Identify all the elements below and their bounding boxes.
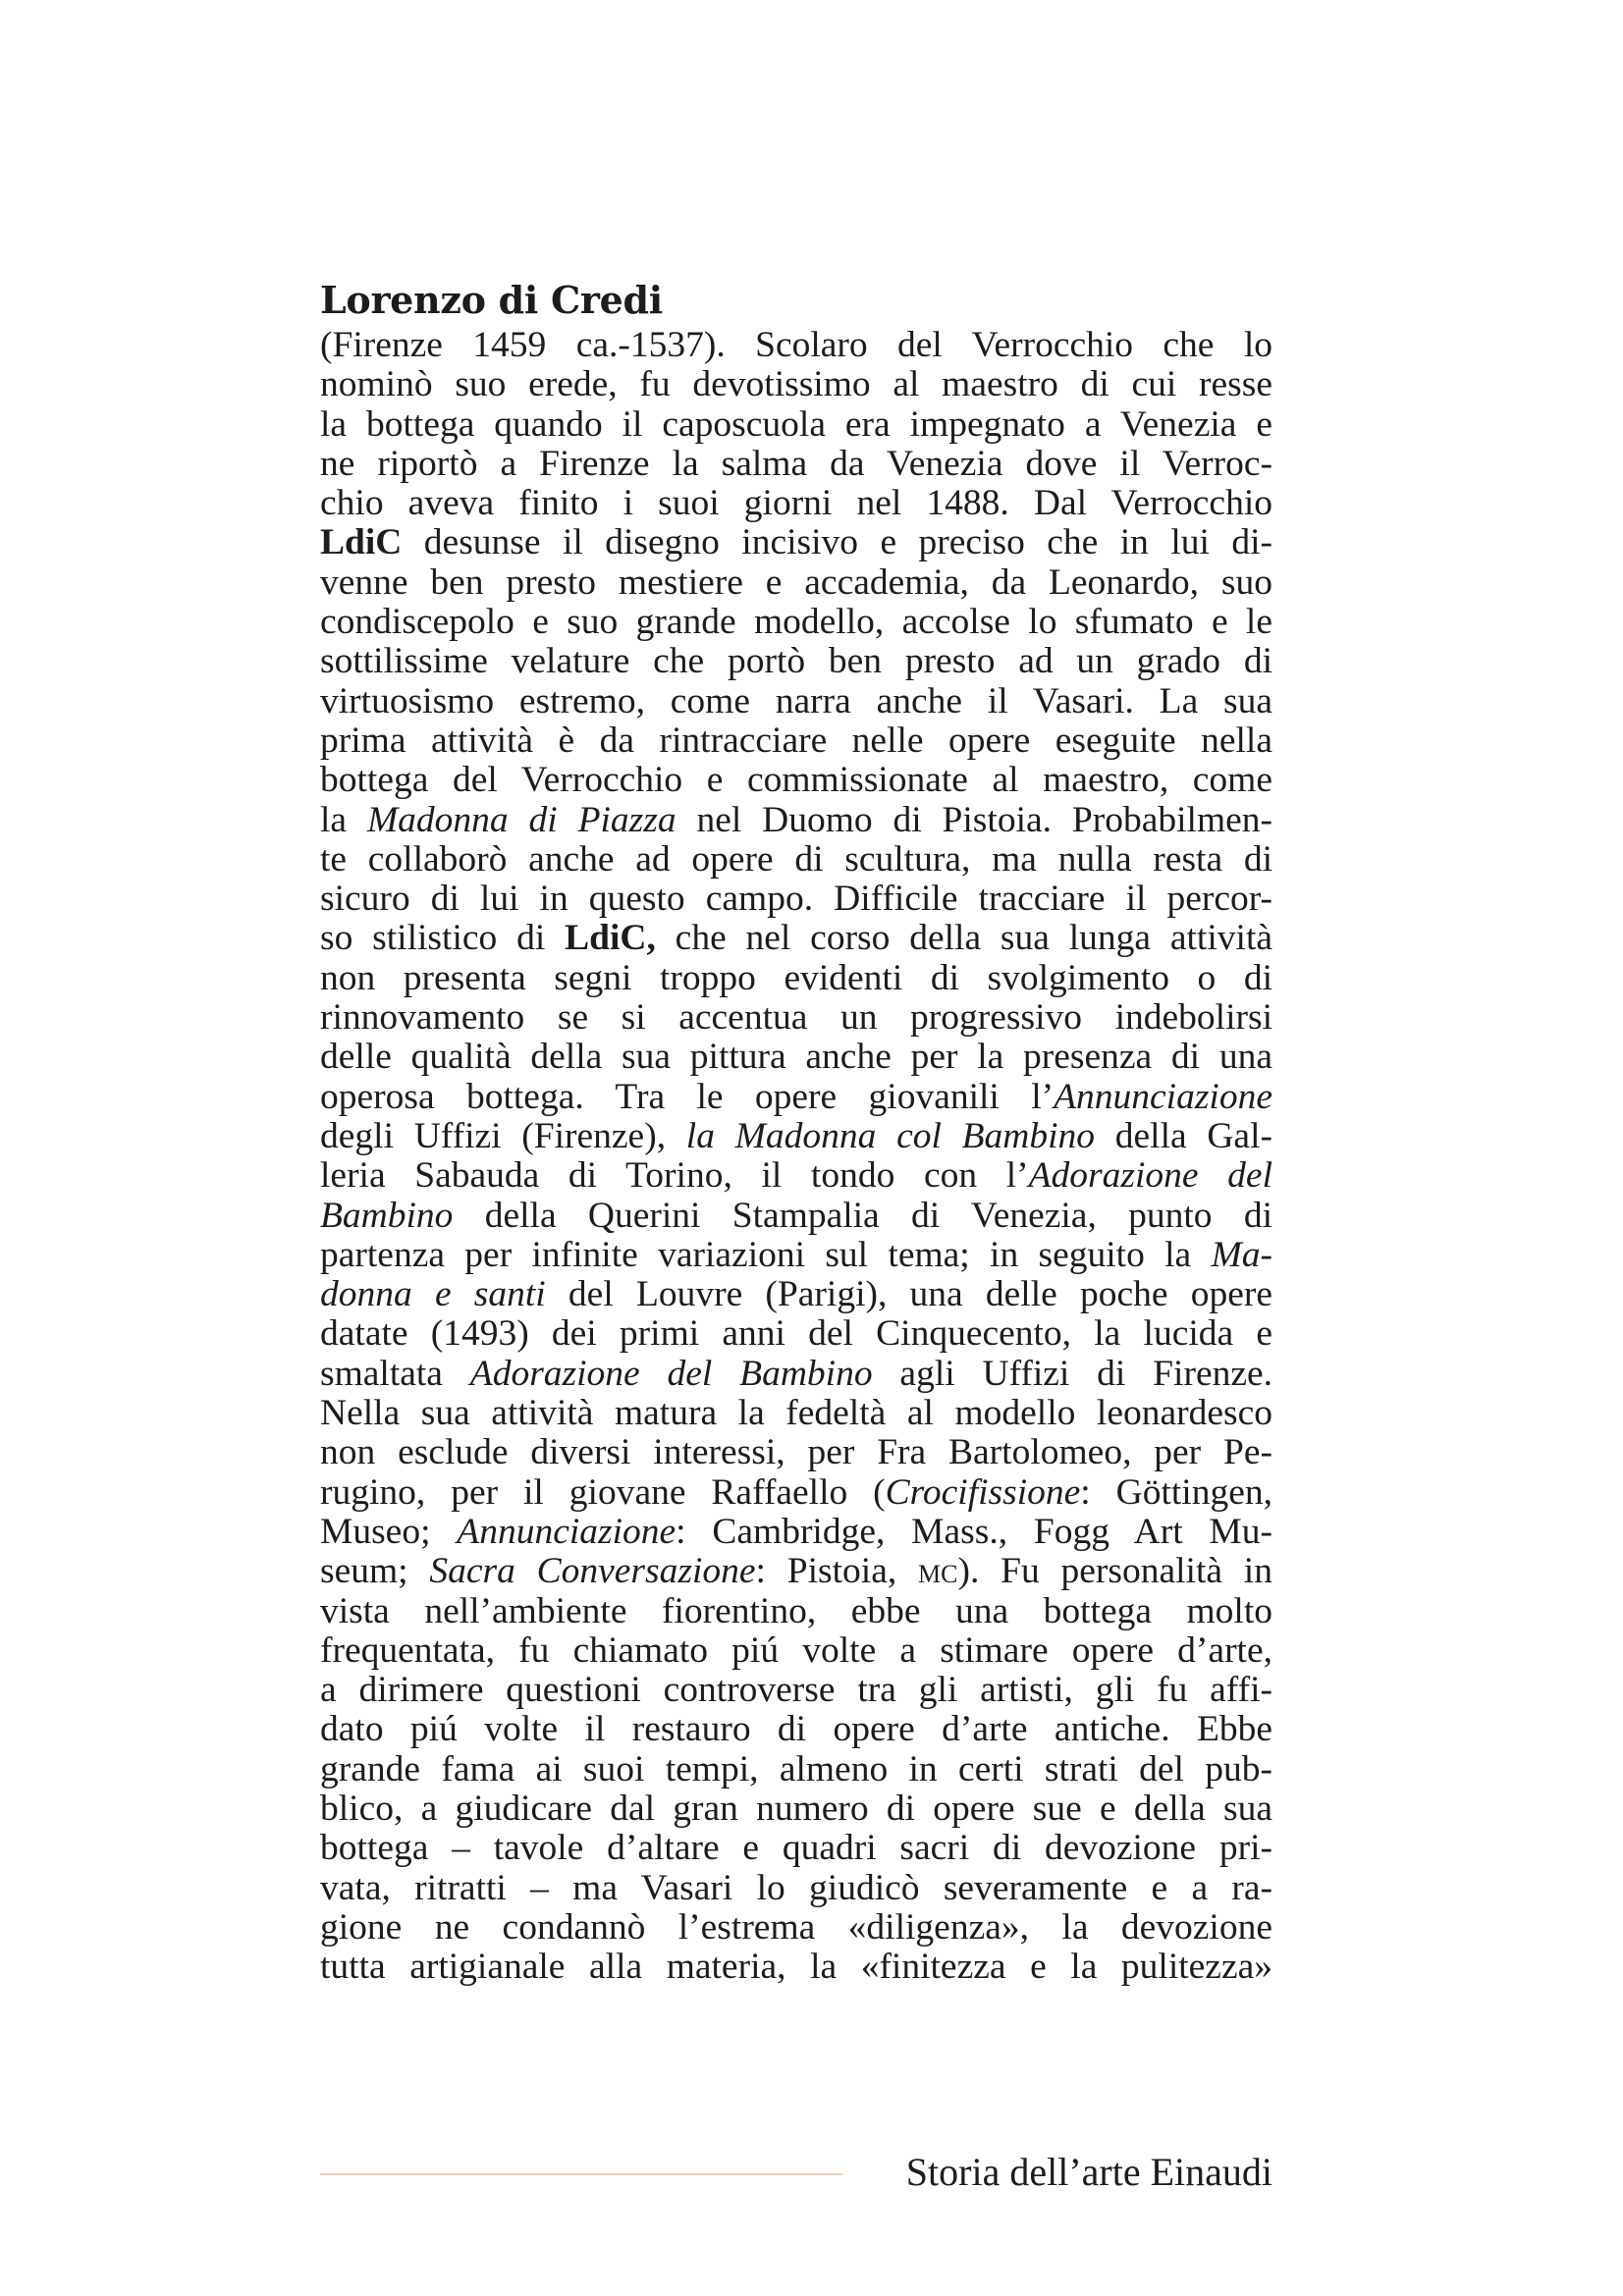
text-line [320,1473,1272,1513]
museum-abbreviation: mc [918,1551,958,1592]
text-run: non presenta segni troppo evidenti di svolgimento o di [320,957,1272,998]
text-line [320,326,1272,365]
text-run: blico, a giudicare dal gran numero di opere sue e della sua [320,1788,1272,1829]
text-run: datate (1493) dei primi anni del Cinquecento, la lucida e [320,1313,1272,1355]
text-run: della Gal- [1095,1115,1272,1156]
footer-publisher-label: Storia dell’arte Einaudi [905,2150,1272,2194]
text-run: tutta artigianale alla materia, la «finitezza e la pulitezza» [320,1947,1272,1988]
text-run: la [320,799,367,840]
text-line [320,682,1272,721]
text-line [320,1275,1272,1314]
text-line [320,761,1272,800]
text-line [320,1236,1272,1275]
text-line [320,365,1272,404]
text-run: seum; [320,1551,430,1592]
text-line [320,1592,1272,1631]
text-line [320,1631,1272,1671]
text-line [320,1394,1272,1433]
text-run: : Cambridge, Mass., Fogg Art Mu- [676,1511,1273,1552]
text-run: nel Duomo di Pistoia. Probabilmen- [676,799,1272,840]
text-run: prima attività è da rintracciare nelle opere eseguite nella [320,720,1272,761]
artwork-title: Crocifissione [885,1471,1081,1513]
text-line [320,1552,1272,1591]
text-run: smaltata [320,1353,470,1394]
artist-abbreviation: LdiC, [565,918,656,959]
text-line [320,1869,1272,1908]
artwork-title: Adorazione del Bambino [469,1353,873,1394]
page-footer [320,2148,1272,2197]
text-line [320,642,1272,681]
text-run: : Pistoia, [755,1551,918,1592]
text-run: agli Uffizi di Firenze. [872,1353,1272,1394]
text-run: : Göttingen, [1080,1471,1272,1513]
text-line [320,1433,1272,1472]
text-line [320,998,1272,1038]
text-run: dato piú volte il restauro di opere d’arte antiche. Ebbe [320,1709,1272,1750]
artwork-title: Adorazione del [1028,1155,1272,1197]
text-run: ). Fu personalità in [957,1551,1272,1592]
text-line [320,445,1272,484]
text-run: vista nell’ambiente fiorentino, ebbe una bottega molto [320,1590,1272,1631]
text-run: rugino, per il giovane Raffaello ( [320,1471,886,1513]
text-run: della Querini Stampalia di Venezia, punto di [453,1195,1272,1236]
text-line [320,721,1272,761]
text-run: vata, ritratti – ma Vasari lo giudicò severamente e a ra- [320,1867,1272,1908]
text-run: a dirimere questioni controverse tra gli artisti, gli fu affi- [320,1670,1272,1711]
text-line [320,959,1272,998]
text-run: sicuro di lui in questo campo. Difficile tracciare il percor- [320,879,1272,920]
text-line [320,840,1272,880]
text-line [320,1513,1272,1552]
text-line [320,484,1272,523]
text-run: leria Sabauda di Torino, il tondo con l’ [320,1155,1029,1197]
text-run: grande fama ai suoi tempi, almeno in certi strati del pub- [320,1748,1272,1789]
footer-rule [320,2173,842,2175]
text-line [320,919,1272,958]
text-run: nominò suo erede, fu devotissimo al maestro di cui resse [320,364,1272,405]
text-line [320,1314,1272,1354]
text-line [320,603,1272,642]
artwork-title: Annunciazione [457,1511,676,1552]
artwork-title: la Madonna col Bambino [685,1115,1096,1156]
text-run: partenza per infinite variazioni sul tema; in seguito la [320,1234,1212,1275]
text-line [320,1829,1272,1868]
text-line [320,1078,1272,1117]
text-run: te collaborò anche ad opere di scultura, ma nulla resta di [320,838,1272,880]
entry-title: Lorenzo di Credi [320,278,663,322]
text-run: non esclude diversi interessi, per Fra Bartolomeo, per Pe- [320,1432,1272,1473]
text-run: virtuosismo estremo, come narra anche il Vasari. La sua [320,680,1272,721]
text-run: la bottega quando il caposcuola era impegnato a Venezia e [320,403,1272,445]
text-line [320,1038,1272,1077]
artwork-title: Bambino [320,1195,454,1236]
text-line [320,405,1272,445]
text-line [320,1117,1272,1156]
text-run: che nel corso della sua lunga attività [655,918,1273,959]
text-line [320,880,1272,919]
text-line [320,801,1272,840]
text-run: rinnovamento se si accentua un progressivo indebolirsi [320,997,1272,1039]
text-line [320,563,1272,603]
text-line [320,1156,1272,1196]
text-line [320,1948,1272,1987]
text-run: venne ben presto mestiere e accademia, da Leonardo, suo [320,561,1272,603]
artwork-title: Sacra Conversazione [429,1551,756,1592]
text-run: bottega del Verrocchio e commissionate al maestro, come [320,760,1272,801]
text-run: frequentata, fu chiamato piú volte a stimare opere d’arte, [320,1629,1272,1671]
text-run: Museo; [320,1511,458,1552]
text-line [320,523,1272,562]
text-line [320,1908,1272,1948]
text-run: so stilistico di [320,918,566,959]
text-run: ne riportò a Firenze la salma da Venezia dove il Verroc- [320,443,1272,484]
artwork-title: Madonna di Piazza [366,799,676,840]
text-run: Nella sua attività matura la fedeltà al modello leonardesco [320,1393,1272,1434]
artist-abbreviation: LdiC [320,522,403,563]
artwork-title: Ma- [1211,1234,1272,1275]
text-run: del Louvre (Parigi), una delle poche opere [545,1274,1272,1315]
text-run: sottilissime velature che portò ben presto ad un grado di [320,641,1272,682]
text-run: operosa bottega. Tra le opere giovanili l’ [320,1076,1055,1117]
text-run: (Firenze 1459 ca.-1537). Scolaro del Verrocchio che lo [320,325,1272,365]
text-line [320,1671,1272,1710]
text-run: degli Uffizi (Firenze), [320,1115,686,1156]
text-run: bottega – tavole d’altare e quadri sacri di devozione pri- [320,1828,1272,1869]
text-run: desunse il disegno incisivo e preciso che in lui di- [402,522,1272,563]
text-run: chio aveva finito i suoi giorni nel 1488. Dal Verrocchio [320,483,1272,524]
encyclopedia-entry [320,277,1272,1987]
text-line [320,1750,1272,1789]
artwork-title: donna e santi [320,1274,546,1315]
text-line [320,1355,1272,1394]
entry-body [320,326,1272,1987]
text-run: gione ne condannò l’estrema «diligenza», la devozione [320,1906,1272,1948]
text-run: condiscepolo e suo grande modello, accolse lo sfumato e le [320,602,1272,643]
artwork-title: Annunciazione [1054,1076,1272,1117]
text-line [320,1789,1272,1829]
text-line [320,1710,1272,1749]
text-run: delle qualità della sua pittura anche per la presenza di una [320,1037,1272,1078]
text-line [320,1197,1272,1236]
